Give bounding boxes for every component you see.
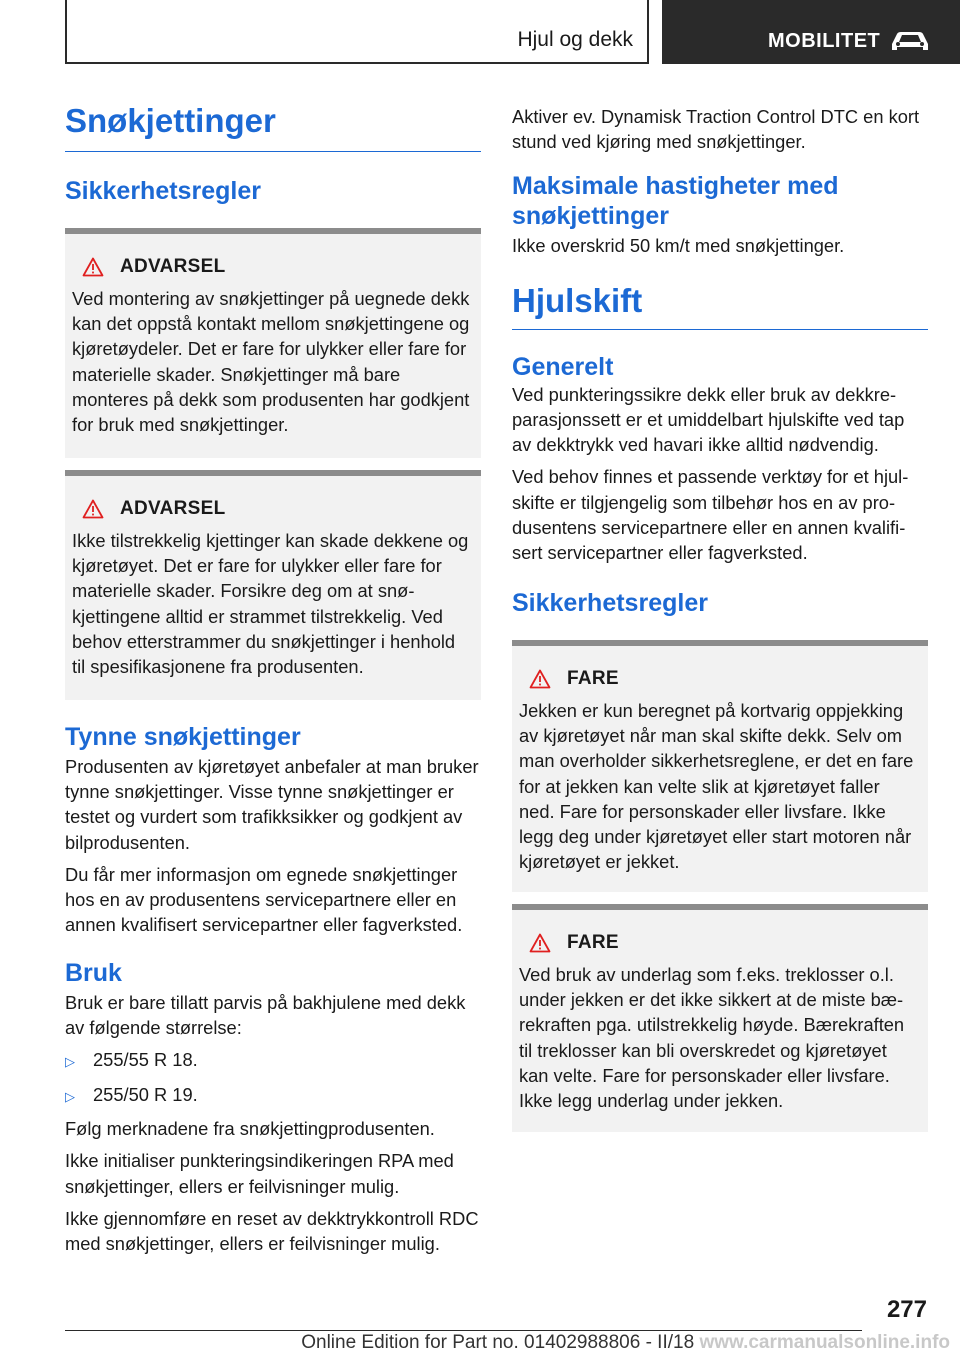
page-footer bbox=[301, 1332, 950, 1354]
danger-text: Jekken er kun beregnet på kortvarig oppjekking av kjøretøyet når man skal skifte dekk. Selv om man overholder sikkerhetsreglene, er det en fare for at jekken kan velte slik at kjøretøyet faller ned. Fare for personskader eller livsfare. Ikke legg deg under kjøretøyet eller start motoren når kjøretøyet er jekket. bbox=[519, 699, 914, 873]
section-title: Hjul og dekk bbox=[517, 28, 633, 51]
danger-label: FARE bbox=[567, 931, 619, 953]
footer-rule bbox=[65, 1330, 862, 1331]
section-header-box bbox=[65, 0, 649, 64]
paragraph: Ved punkteringssikre dekk eller bruk av dekkreparasjonssett er et umiddelbart hjulskifte ved tap av dekktrykk ved havari ikke alltid nødvendig. bbox=[512, 383, 905, 456]
list-item bbox=[65, 1047, 481, 1074]
warning-triangle-icon bbox=[529, 669, 551, 689]
warning-text: Ikke tilstrekkelig kjettinger kan skade dekkene og kjøretøyet. Det er fare for ulykker eller fare for materielle skader. Forsikre deg om at snøkjettingene alltid er strammet tilstrekkelig. Ved behov etterstrammer du snøkjettinger i henhold til spesifikasjonene fra produsenten. bbox=[72, 529, 469, 678]
paragraph: Ved behov finnes et passende verktøy for et hjulskifte er tilgjengelig som tilbehør hos en av produsentens servicepartnere eller en annen kvalifisert servicepartner eller fagverksted. bbox=[512, 466, 909, 564]
watermark-text: www.carmanualsonline.info bbox=[699, 1332, 950, 1353]
car-icon bbox=[888, 28, 932, 54]
paragraph: Følg merknadene fra snøkjettingprodusenten. bbox=[65, 1117, 435, 1139]
warning-triangle-icon bbox=[82, 257, 104, 277]
left-column bbox=[65, 100, 481, 1256]
safety-heading: Sikkerhetsregler bbox=[512, 588, 708, 617]
warning-triangle-icon bbox=[82, 499, 104, 519]
max-speed-heading: Maksimale hastigheter med snøkjettinger bbox=[512, 171, 839, 230]
list-item bbox=[65, 1082, 481, 1109]
page-header bbox=[0, 0, 960, 66]
warning-triangle-icon bbox=[529, 933, 551, 953]
chapter-tab bbox=[662, 0, 960, 64]
warning-box bbox=[65, 228, 481, 458]
paragraph: Aktiver ev. Dynamisk Traction Control DTC en kort stund ved kjøring med snøkjettinger. bbox=[512, 106, 920, 153]
bullet-triangle-icon: ▷ bbox=[65, 1054, 75, 1070]
chapter-tab-label: MOBILITET bbox=[768, 30, 881, 52]
general-heading: Generelt bbox=[512, 352, 614, 381]
paragraph: Du får mer informasjon om egnede snøkjettinger hos en av produsentens servicepartnere eller en annen kvalifisert servicepartner eller fagverksted. bbox=[65, 863, 463, 936]
bullet-triangle-icon: ▷ bbox=[65, 1088, 75, 1104]
danger-box bbox=[512, 640, 928, 892]
danger-box bbox=[512, 904, 928, 1132]
paragraph: Produsenten av kjøretøyet anbefaler at man bruker tynne snøkjettinger. Visse tynne snøkjettinger er testet og vurdert som trafikksikker og godkjent av bilprodusenten. bbox=[65, 755, 479, 853]
tire-size: 255/50 R 19. bbox=[93, 1083, 198, 1105]
paragraph: Ikke initialiser punkteringsindikeringen RPA med snøkjettinger, ellers er feilvisninger mulig. bbox=[65, 1150, 454, 1197]
tire-size: 255/55 R 18. bbox=[93, 1049, 198, 1071]
section-title-wheel-change: Hjulskift bbox=[512, 284, 928, 330]
danger-text: Ved bruk av underlag som f.eks. treklosser o.l. under jekken er det ikke sikkert at de miste bærekraften pga. utilstrekkelig høyde. Bærekraften til treklosser kan bli overskredet og kjøretøyet kan velte. Fare for personskader eller livsfare. Ikke legg underlag under jekken. bbox=[519, 963, 905, 1112]
thin-chains-heading: Tynne snøkjettinger bbox=[65, 722, 301, 751]
page-title: Snøkjettinger bbox=[65, 100, 481, 152]
page-number: 277 bbox=[886, 1296, 927, 1323]
danger-label: FARE bbox=[567, 667, 619, 689]
warning-text: Ved montering av snøkjettinger på uegnede dekk kan det oppstå kontakt mellom snøkjettingene og kjøretøydeler. Det er fare for ulykker eller fare for materielle skader. Snøkjettinger må bare monteres på dekk som produsenten har godkjent for bruk med snøkjettinger. bbox=[72, 287, 470, 436]
use-heading: Bruk bbox=[65, 958, 122, 987]
paragraph: Ikke gjennomføre en reset av dekktrykkontroll RDC med snøkjettinger, ellers er feilvisninger mulig. bbox=[65, 1207, 479, 1255]
paragraph: Ikke overskrid 50 km/t med snøkjettinger. bbox=[512, 234, 845, 256]
warning-box bbox=[65, 470, 481, 700]
paragraph: Bruk er bare tillatt parvis på bakhjulene med dekk av følgende størrelse: bbox=[65, 991, 466, 1039]
safety-heading: Sikkerhetsregler bbox=[65, 176, 261, 205]
warning-label: ADVARSEL bbox=[120, 255, 226, 277]
right-column bbox=[512, 104, 928, 1132]
edition-text: Online Edition for Part no. 01402988806 - II/18 bbox=[301, 1332, 695, 1353]
warning-label: ADVARSEL bbox=[120, 497, 226, 519]
